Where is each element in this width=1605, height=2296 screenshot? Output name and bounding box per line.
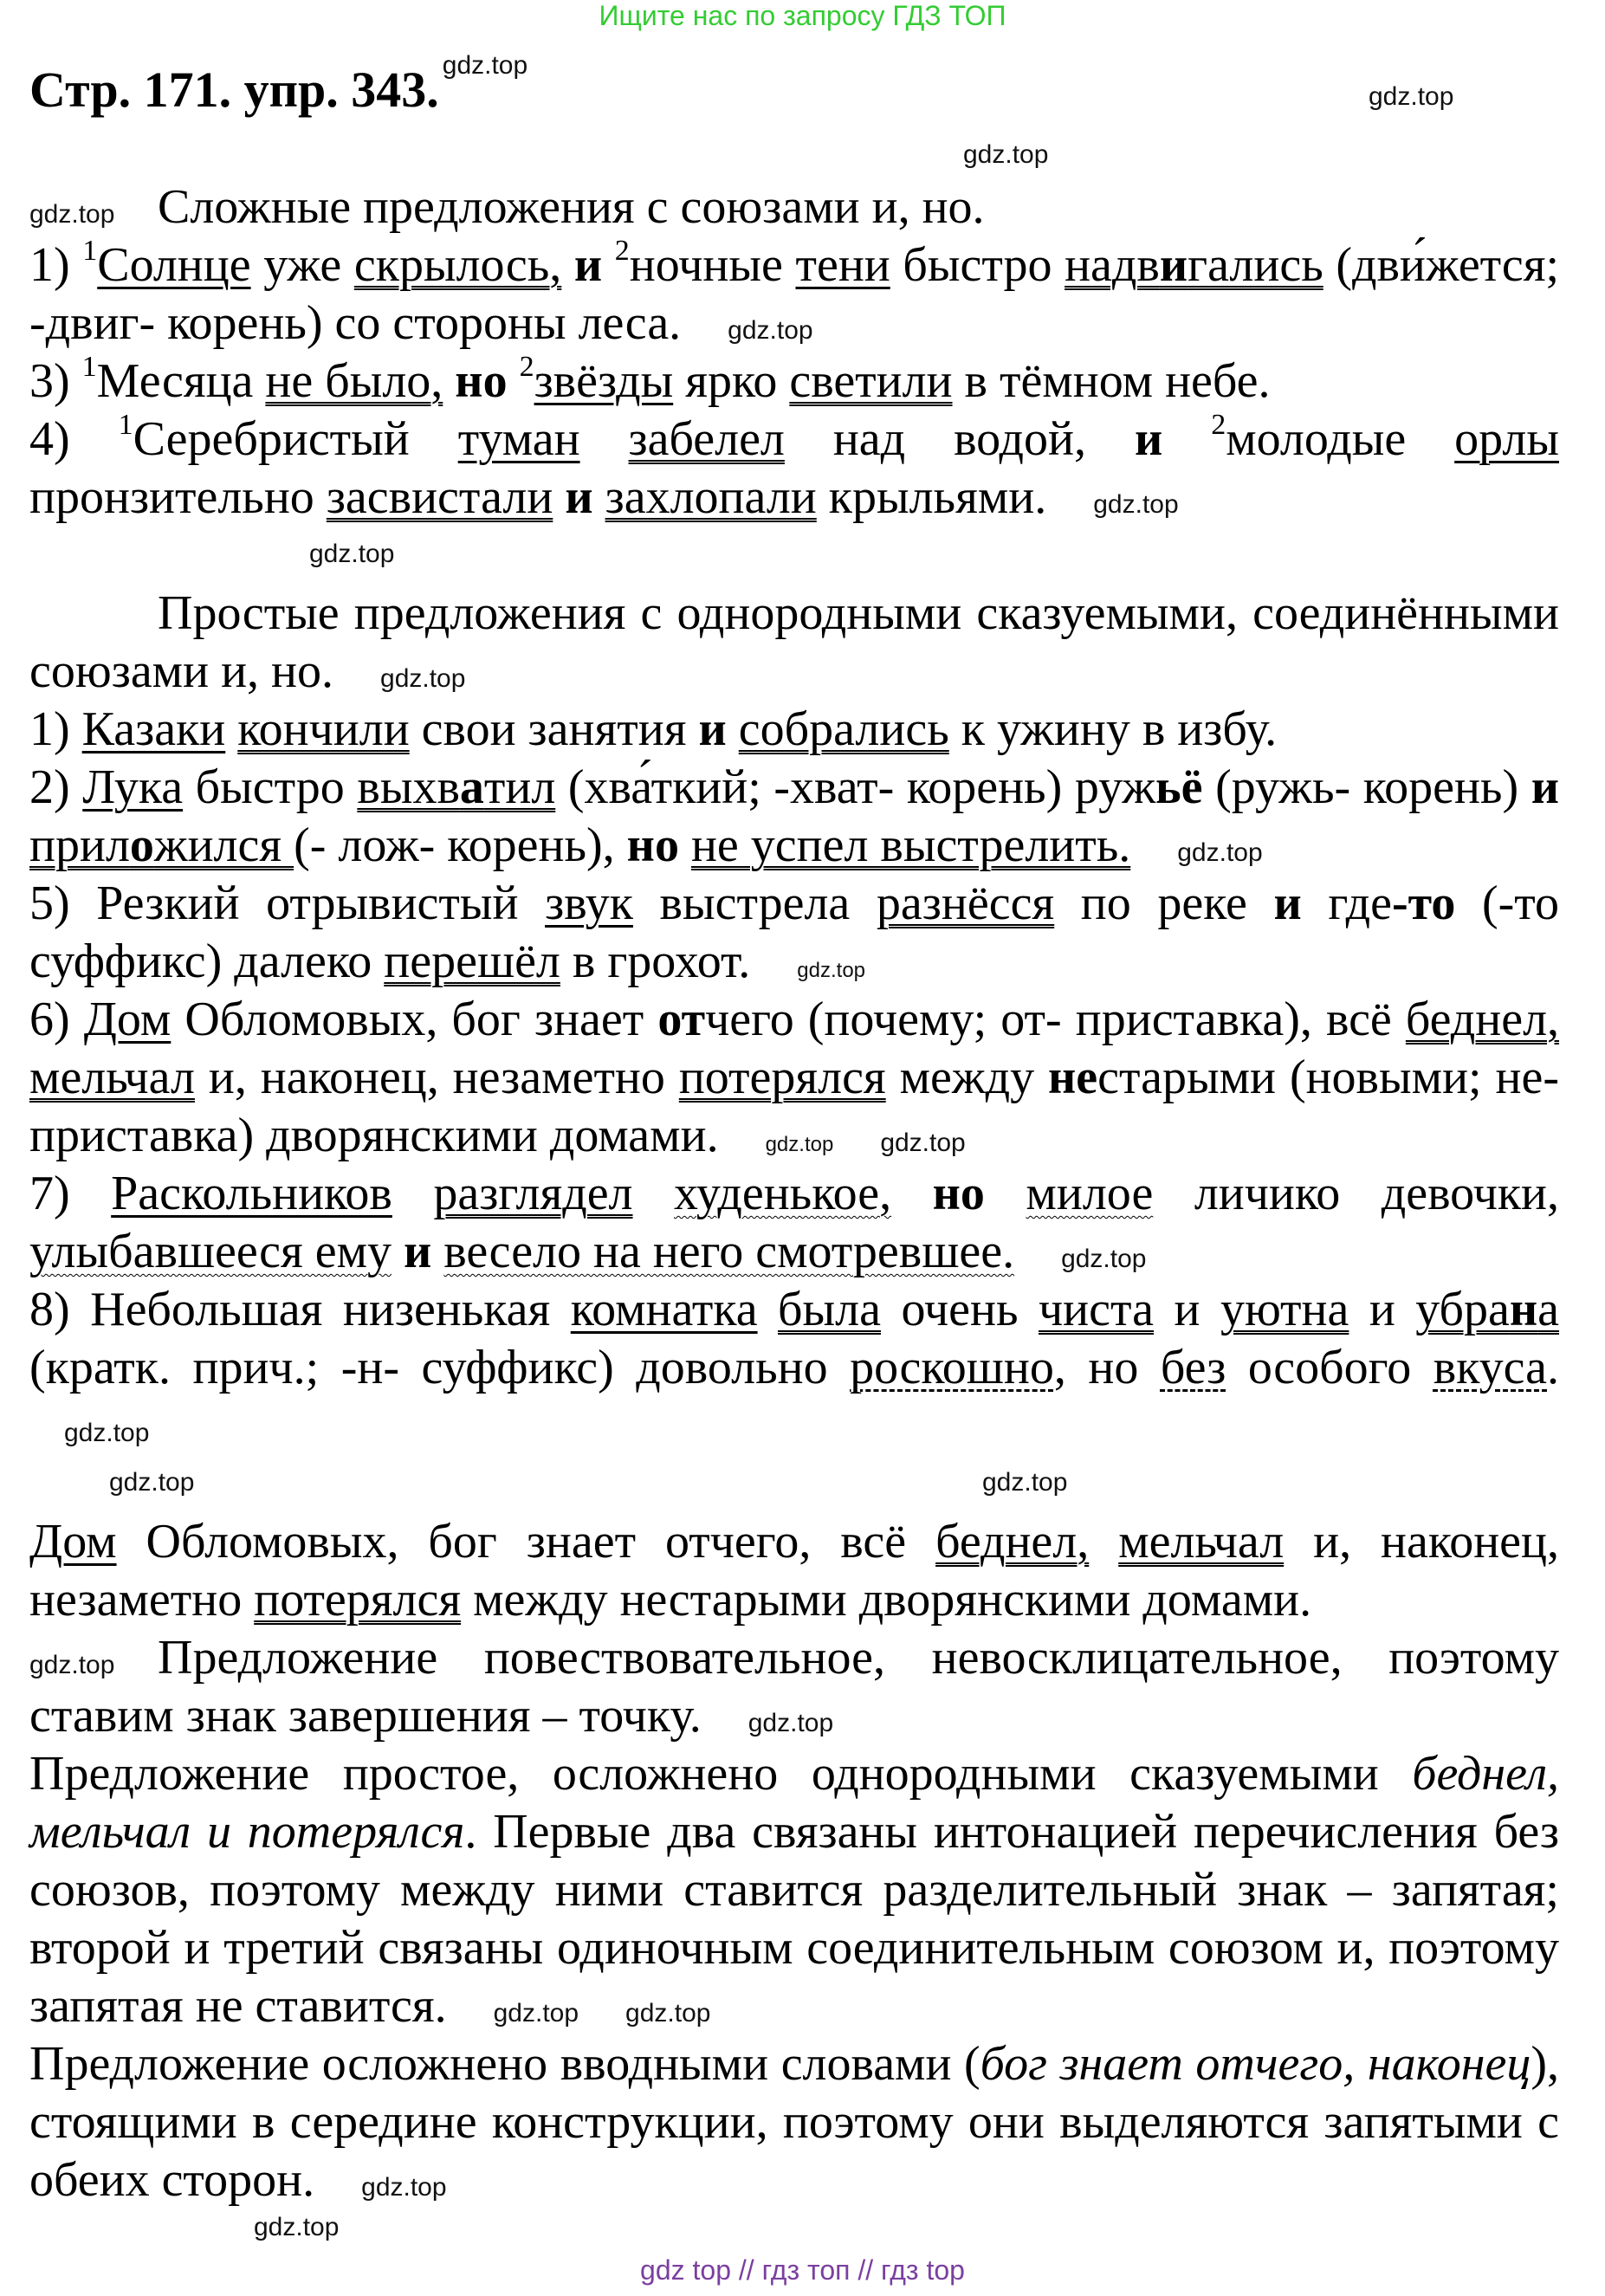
watermark: gdz.top <box>109 1468 195 1497</box>
text-segment: . Первые два связаны интонацией перечисления без союзов, поэтому между ними ставится разделительный знак – запятая; второй и третий связаны одиночным соединительным союзом и, поэтому запятая не ставится. <box>29 1805 1559 2033</box>
search-banner: Ищите нас по запросу ГДЗ ТОП <box>599 0 1006 31</box>
footer-links: gdz top // гдз топ // гдз top <box>640 2254 965 2286</box>
text-segment: ночные <box>629 238 796 292</box>
text-segment <box>553 470 565 524</box>
text-segment: 7) <box>29 1167 112 1220</box>
text-segment <box>985 1167 1026 1220</box>
text-segment: и <box>1349 1283 1416 1336</box>
text-segment: между <box>885 1051 1048 1104</box>
paragraph <box>29 701 1559 759</box>
watermark: gdz.top <box>765 1133 834 1156</box>
watermark: gdz.top <box>1061 1245 1147 1273</box>
text-segment: и <box>1273 876 1302 930</box>
paragraph <box>29 236 1559 352</box>
text-segment <box>392 1167 434 1220</box>
text-segment: (дви́жется; -двиг- корень) со стороны леса. <box>29 238 1560 350</box>
paragraph: gdz.top Сложные предложения с союзами и, но. <box>29 180 985 234</box>
text-segment: но <box>455 354 508 408</box>
text-segment: Дом <box>29 1515 117 1568</box>
text-segment: без <box>1160 1341 1226 1394</box>
text-segment: между нестарыми дворянскими домами. <box>461 1573 1312 1627</box>
text-segment: и, наконец, незаметно <box>29 1515 1560 1627</box>
text-segment: беднел, мельчал и потерялся <box>29 1747 1559 1859</box>
text-segment: собрались <box>738 702 949 756</box>
text-segment: звук <box>545 876 633 930</box>
page-title-text: Стр. 171. упр. 343. <box>29 61 439 118</box>
paragraph <box>29 759 1559 875</box>
text-segment: н <box>1509 1283 1538 1336</box>
watermark: gdz.top <box>728 316 813 345</box>
watermark: gdz.top <box>1177 838 1263 867</box>
text-segment: ), стоящими в середине конструкции, поэтому они выделяются запятыми с обеих сторон. <box>29 2037 1559 2207</box>
text-segment: Предложение повествовательное, невосклицательное, поэтому ставим знак завершения – точку. <box>29 1631 1559 1743</box>
text-segment: захлопали <box>605 470 817 524</box>
text-segment: улыбавшееся ему <box>29 1225 392 1278</box>
text-segment: чиста <box>1039 1283 1155 1336</box>
text-segment: уютна <box>1220 1283 1349 1336</box>
text-segment: 1) <box>29 702 82 756</box>
paragraph <box>29 2035 1559 2209</box>
text-segment: беднел, <box>935 1515 1090 1568</box>
watermark: gdz.top <box>963 140 1049 169</box>
text-segment: пронзительно <box>29 470 327 524</box>
text-segment: разглядел <box>433 1167 633 1220</box>
text-segment: засвистали <box>326 470 553 524</box>
text-segment: в тёмном небе. <box>952 354 1271 408</box>
text-segment: (хва́ткий; -хват- корень) руж <box>555 760 1156 814</box>
text-segment: мельчал <box>1118 1515 1285 1568</box>
text-segment <box>225 702 237 756</box>
text-segment: но <box>932 1167 985 1220</box>
text-segment: орлы <box>1454 412 1559 466</box>
text-segment <box>727 702 739 756</box>
text-segment: потерялся <box>254 1573 462 1627</box>
text-segment <box>758 1283 778 1336</box>
text-segment <box>633 1167 675 1220</box>
text-segment: быстро <box>890 238 1065 292</box>
text-segment: от <box>657 993 706 1046</box>
text-segment: и <box>1531 760 1559 814</box>
watermark: gdz.top <box>380 664 466 693</box>
text-segment: . <box>1547 1341 1560 1394</box>
clause-number: 2 <box>519 351 534 383</box>
text-segment: комнатка <box>570 1283 758 1336</box>
text-segment: где <box>1301 876 1392 930</box>
text-segment: худенькое, <box>674 1167 892 1220</box>
text-segment: уже <box>250 238 354 292</box>
text-segment: 5) Резкий отрывистый <box>29 876 546 930</box>
text-segment <box>431 1225 443 1278</box>
paragraph <box>29 991 1559 1165</box>
text-segment: Раскольников <box>111 1167 392 1220</box>
text-segment: выстрела <box>632 876 877 930</box>
text-segment: убра <box>1415 1283 1510 1336</box>
paragraph <box>29 352 1559 411</box>
exercise-text <box>29 0 1559 2209</box>
text-segment <box>593 470 605 524</box>
text-segment: перешёл <box>384 935 560 988</box>
text-segment: над водой, <box>784 412 1135 466</box>
text-segment: Серебристый <box>133 412 458 466</box>
text-segment: звёзды <box>534 354 674 408</box>
text-segment: разнёсся <box>876 876 1055 930</box>
text-segment: очень <box>880 1283 1039 1336</box>
clause-number: 1 <box>118 409 133 441</box>
text-segment: светили <box>789 354 953 408</box>
text-segment: мельчал <box>29 1051 195 1104</box>
text-segment: Солнце <box>97 238 251 292</box>
text-segment: милое <box>1026 1167 1154 1220</box>
watermark: gdz.top <box>1369 82 1454 111</box>
text-segment: туман <box>457 412 580 466</box>
text-segment: свои занятия <box>409 702 699 756</box>
watermark: gdz.top <box>361 2173 447 2202</box>
clause-number: 1 <box>81 351 97 383</box>
text-segment: тени <box>795 238 890 292</box>
text-segment: и <box>1159 238 1188 292</box>
text-segment <box>1089 1515 1118 1568</box>
watermark: gdz.top <box>797 959 866 982</box>
text-segment: потерялся <box>678 1051 886 1104</box>
paragraph <box>29 1468 1560 1629</box>
text-segment <box>508 354 520 408</box>
text-segment: Простые предложения с однородными сказуемыми, соединёнными союзами и, но. <box>29 586 1559 698</box>
paragraph <box>29 411 1559 527</box>
text-segment: гались <box>1188 238 1323 292</box>
text-segment: 2) <box>29 760 83 814</box>
text-segment: была <box>778 1283 881 1336</box>
text-segment: особого <box>1226 1341 1433 1394</box>
text-segment: надв <box>1065 238 1160 292</box>
text-segment: 1) <box>29 238 83 292</box>
text-segment: но <box>626 818 679 872</box>
watermark: gdz.top <box>442 51 528 80</box>
paragraph <box>29 1745 1559 2035</box>
text-segment: Обломовых, бог знает <box>171 993 658 1046</box>
text-segment: личико девочки, <box>1153 1167 1560 1220</box>
text-segment: Предложение осложнено вводными словами ( <box>29 2037 980 2091</box>
text-segment <box>392 1225 404 1278</box>
text-segment: 4) <box>29 412 119 466</box>
text-segment: кончили <box>237 702 410 756</box>
text-segment: Сложные предложения с союзами и, но. <box>158 180 985 234</box>
watermark: gdz.top <box>1093 490 1179 519</box>
text-segment: а <box>459 760 484 814</box>
text-segment: тил <box>483 760 556 814</box>
text-segment: 3) <box>29 354 82 408</box>
text-segment: беднел, <box>1405 993 1560 1046</box>
text-segment: забелел <box>628 412 785 466</box>
text-segment: выхв <box>357 760 460 814</box>
text-segment: -то <box>1391 876 1456 930</box>
text-segment: и <box>565 470 593 524</box>
text-segment: и, наконец, незаметно <box>194 1051 679 1104</box>
text-segment: чего (почему; от- приставка), всё <box>705 993 1406 1046</box>
text-segment: не было, <box>265 354 443 408</box>
text-segment: вкуса <box>1433 1341 1548 1394</box>
text-segment: Предложение простое, осложнено однородными сказуемыми <box>29 1747 1413 1801</box>
text-segment: и <box>1154 1283 1220 1336</box>
text-segment: и <box>1134 412 1163 466</box>
paragraph <box>29 540 1559 701</box>
text-segment <box>1162 412 1211 466</box>
text-segment: прил <box>29 818 130 872</box>
clause-number: 1 <box>82 235 98 267</box>
watermark: gdz.top <box>493 1999 579 2028</box>
text-segment: Казаки <box>81 702 226 756</box>
text-segment: 8) Небольшая низенькая <box>29 1283 571 1336</box>
watermark: gdz.top <box>309 540 395 568</box>
text-segment: весело на него смотревшее. <box>443 1225 1015 1278</box>
paragraph: gdz.top Предложение повествовательное, невосклицательное, поэтому ставим знак завершения – точку. gdz.top <box>29 1631 1559 1743</box>
text-segment: и <box>698 702 727 756</box>
text-segment: (ружь- корень) <box>1202 760 1531 814</box>
watermark: gdz.top <box>880 1129 966 1157</box>
text-segment: (-то суффикс) далеко <box>29 876 1560 988</box>
text-segment: молодые <box>1226 412 1455 466</box>
text-segment: крыльями. <box>816 470 1047 524</box>
text-segment <box>561 238 574 292</box>
text-segment <box>443 354 455 408</box>
text-segment: ьё <box>1155 760 1203 814</box>
text-segment: по реке <box>1054 876 1274 930</box>
text-segment: 6) <box>29 993 84 1046</box>
watermark: gdz.top <box>747 1709 834 1737</box>
text-segment: жился <box>153 818 294 872</box>
text-segment: (кратк. прич.; -н- суффикс) довольно <box>29 1341 851 1394</box>
text-segment: (- лож- корень), <box>294 818 627 872</box>
text-segment: быстро <box>183 760 358 814</box>
text-segment: Дом <box>83 993 172 1046</box>
paragraph <box>29 875 1559 991</box>
text-segment: не успел выстрелить. <box>690 818 1131 872</box>
watermark: gdz.top <box>254 2213 340 2241</box>
text-segment: ярко <box>673 354 790 408</box>
text-segment: , но <box>1053 1341 1161 1394</box>
paragraph <box>29 1165 1559 1281</box>
text-segment: в грохот. <box>560 935 751 988</box>
text-segment <box>602 238 615 292</box>
text-segment <box>679 818 691 872</box>
clause-number: 2 <box>614 235 630 267</box>
watermark: gdz.top <box>625 1999 711 2028</box>
text-segment <box>891 1167 933 1220</box>
text-segment: Лука <box>82 760 184 814</box>
text-segment: к ужину в избу. <box>948 702 1278 756</box>
clause-number: 2 <box>1211 409 1226 441</box>
text-segment: о <box>129 818 154 872</box>
text-segment: а <box>1537 1283 1560 1336</box>
text-segment: и <box>404 1225 432 1278</box>
text-segment: Месяца <box>96 354 266 408</box>
watermark: gdz.top <box>64 1419 150 1447</box>
text-segment: роскошно <box>850 1341 1054 1394</box>
text-segment: бог знает отчего, наконец <box>980 2037 1531 2091</box>
paragraph <box>29 1281 1559 1455</box>
text-segment: скрылось, <box>353 238 562 292</box>
text-segment: старыми (новыми; не- приставка) дворянскими домами. <box>29 1051 1559 1162</box>
watermark: gdz.top <box>982 1468 1068 1497</box>
text-segment: не <box>1048 1051 1098 1104</box>
text-segment: и <box>573 238 603 292</box>
text-segment: Обломовых, бог знает отчего, всё <box>116 1515 936 1568</box>
text-segment <box>580 412 629 466</box>
